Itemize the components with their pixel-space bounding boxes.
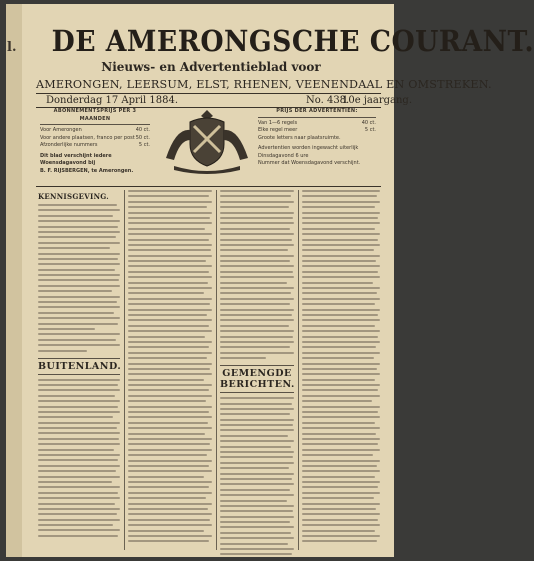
- advert-note: Nummer dat Woensdagavond verschijnt.: [258, 160, 361, 166]
- advert-row: Van 1—6 regels 40 ct.: [258, 119, 376, 126]
- kennisgeving-heading: KENNISGEVING.: [38, 192, 110, 201]
- advert-title: PRIJS DER ADVERTENTIEN:: [258, 108, 376, 118]
- gemengde-berichten-heading: GEMENGDE BERICHTEN.: [220, 365, 294, 393]
- issue-number: No. 438.: [306, 95, 350, 106]
- column-1: [38, 190, 120, 550]
- newspaper-subtitle: Nieuws- en Advertentieblad voor: [101, 60, 321, 74]
- newspaper-places: AMERONGEN, LEERSUM, ELST, RHENEN, VEENENDAAL EN OMSTREKEN.: [36, 78, 492, 91]
- column-2: [128, 190, 212, 550]
- column-2-text: [128, 190, 212, 542]
- column-3-text-top: [220, 190, 294, 359]
- column-divider: [124, 190, 125, 550]
- publisher-name: B. F. RIJSBERGEN, te Amerongen.: [40, 167, 134, 174]
- column-3-text-bottom: [220, 397, 294, 555]
- column-divider: [298, 190, 299, 550]
- column-3: [220, 190, 294, 550]
- buitenland-heading: BUITENLAND.: [38, 358, 120, 375]
- subscription-box: [40, 108, 150, 175]
- dateline-rule-top: [36, 93, 381, 94]
- advert-row: Elke regel meer 5 ct.: [258, 127, 376, 133]
- newspaper-title: DE AMERONGSCHE COURANT.: [51, 24, 534, 58]
- issue-volume: 10e jaargang.: [342, 95, 413, 106]
- columns-top-rule: [36, 186, 381, 187]
- issue-date: Donderdag 17 April 1884.: [46, 95, 179, 106]
- subscription-row: Voor Amerongen 40 ct.: [40, 127, 150, 133]
- column-4: [302, 190, 380, 550]
- coat-of-arms-icon: [162, 108, 252, 174]
- edge-text-fragment: l.: [7, 40, 17, 55]
- subscription-note: Dit blad verschijnt iedere Woensdagavond bij: [40, 152, 112, 166]
- subscription-row: Voor andere plaatsen, franco per post 50 ct.: [40, 134, 150, 141]
- column-divider: [216, 190, 217, 550]
- advertisement-rates-box: [258, 108, 376, 168]
- column-1-text-bottom: [38, 379, 120, 537]
- subscription-row: Afzonderlijke nummers 5 ct.: [40, 142, 150, 148]
- advert-note: Advertentien worden ingewacht uiterlijk Dinsdagavond 6 ure: [258, 145, 359, 159]
- subscription-title: ABONNEMENTSPRIJS PER 3 MAANDEN: [40, 108, 150, 125]
- newspaper-page: [6, 4, 534, 557]
- adjacent-page-edge: [6, 4, 22, 557]
- column-4-text: [302, 190, 380, 542]
- column-1-text-top: [38, 204, 120, 352]
- advert-row: Groote letters naar plaatsruimte.: [258, 134, 341, 141]
